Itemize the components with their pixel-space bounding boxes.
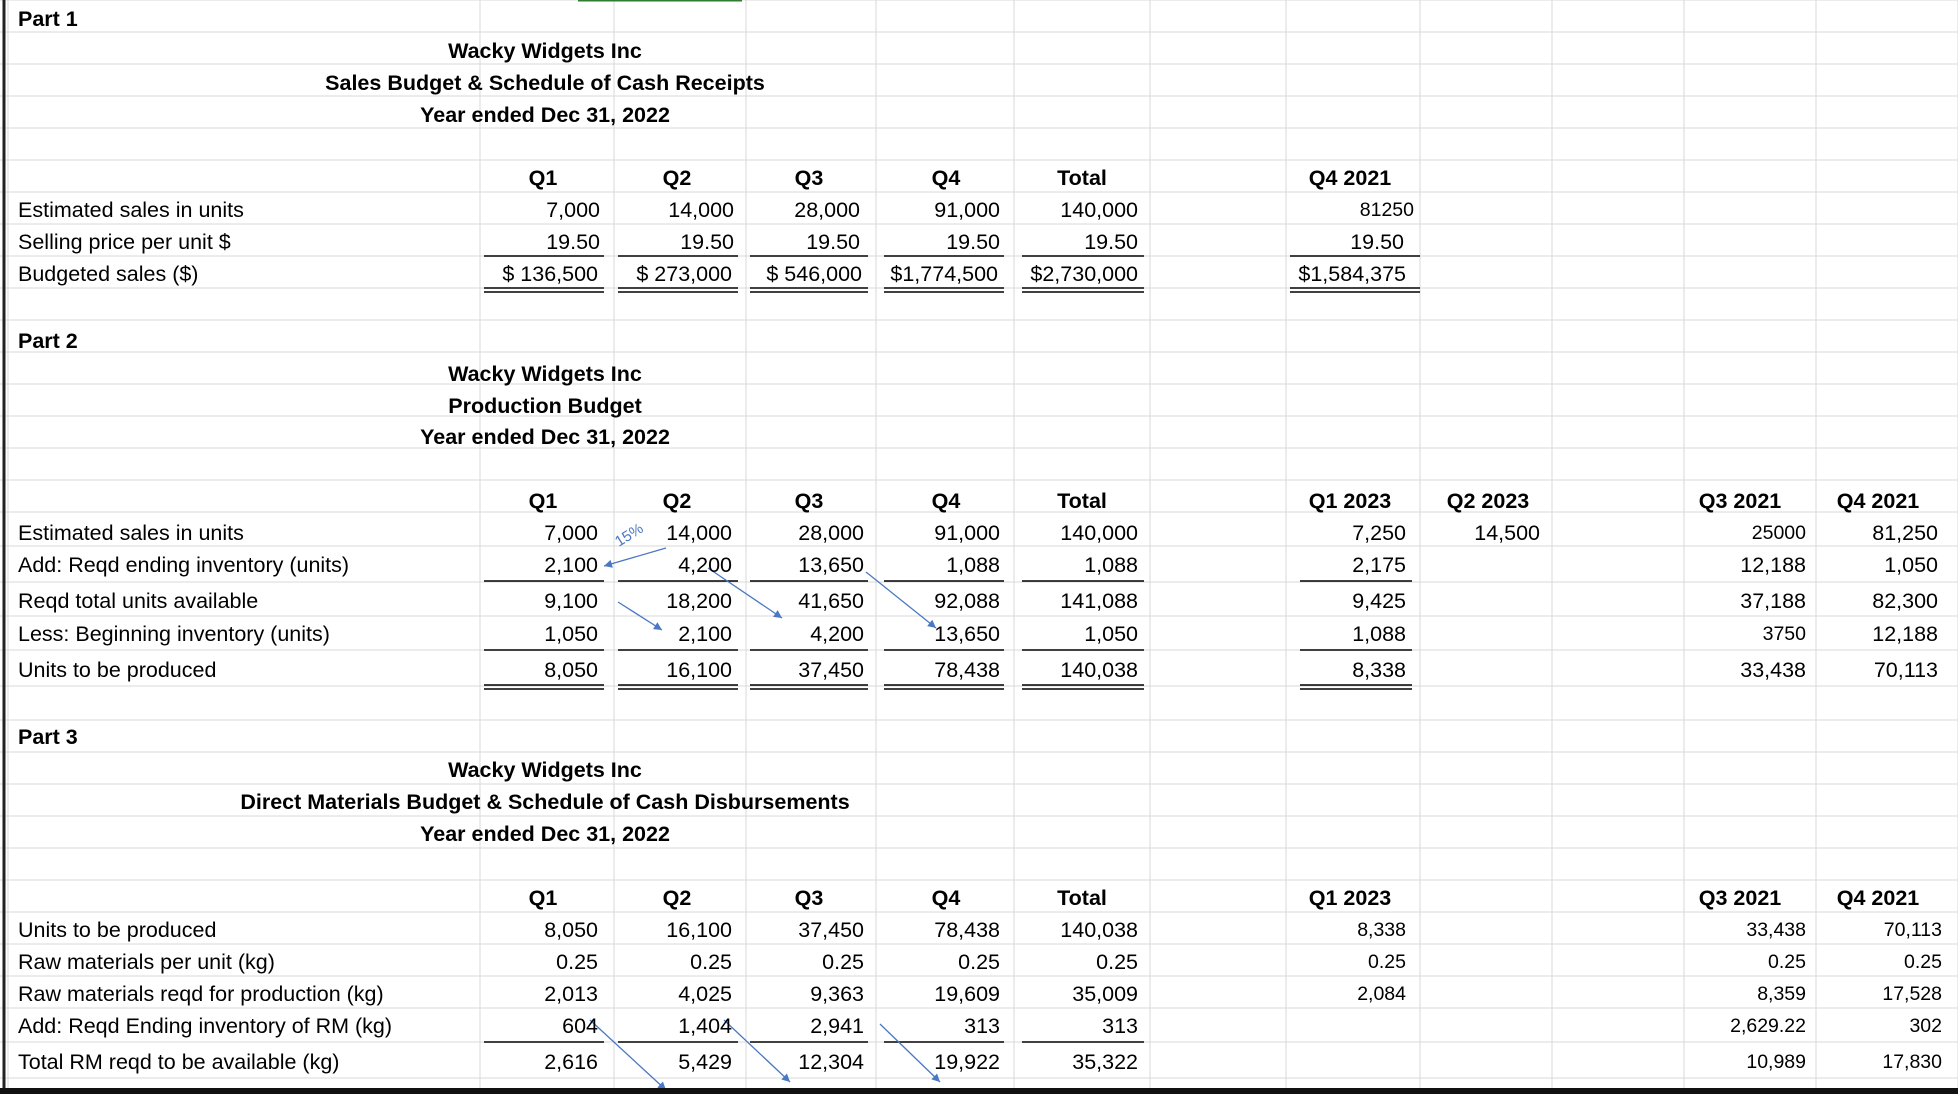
p3-cell[interactable]: 313 <box>1102 1014 1138 1038</box>
p1-cell[interactable]: $ 546,000 <box>766 262 862 286</box>
p2-cell[interactable]: 78,438 <box>934 658 1000 682</box>
p2-cell[interactable]: 141,088 <box>1060 589 1138 613</box>
p3-cell-q4-2021[interactable]: 70,113 <box>1883 919 1942 941</box>
p3-header-q2[interactable]: Q2 <box>662 886 692 910</box>
part1-label[interactable]: Part 1 <box>18 7 78 31</box>
p3-cell[interactable]: 0.25 <box>822 950 864 974</box>
p2-cell[interactable]: 92,088 <box>934 589 1000 613</box>
p2-cell[interactable]: 28,000 <box>798 521 864 545</box>
p2-header-q4-2021[interactable]: Q4 2021 <box>1836 489 1920 513</box>
p2-cell[interactable]: 7,000 <box>544 521 598 545</box>
p1-cell[interactable]: 28,000 <box>794 198 860 222</box>
p1-cell[interactable]: 91,000 <box>934 198 1000 222</box>
p3-header-q1[interactable]: Q1 <box>528 886 558 910</box>
p3-cell[interactable]: 0.25 <box>690 950 732 974</box>
p3-row-label[interactable]: Raw materials per unit (kg) <box>18 950 275 974</box>
part2-label[interactable]: Part 2 <box>18 329 78 353</box>
part1-title[interactable]: Wacky Widgets Inc <box>448 39 642 63</box>
p3-cell[interactable]: 12,304 <box>798 1050 864 1074</box>
p3-header-q3[interactable]: Q3 <box>794 886 824 910</box>
percent-annotation: 15% <box>612 520 647 551</box>
p2-cell[interactable]: 13,650 <box>934 622 1000 646</box>
p3-cell[interactable]: 37,450 <box>798 918 864 942</box>
p2-cell[interactable]: 1,088 <box>946 553 1000 577</box>
p1-cell[interactable]: $1,774,500 <box>890 262 998 286</box>
p3-cell[interactable]: 604 <box>562 1014 598 1038</box>
p2-cell[interactable]: 140,000 <box>1060 521 1138 545</box>
p2-row-label[interactable]: Reqd total units available <box>18 589 259 613</box>
p3-cell-q3-2021[interactable]: 8,359 <box>1757 983 1806 1005</box>
p3-cell[interactable]: 8,050 <box>544 918 598 942</box>
p2-cell-q4-2021[interactable]: 1,050 <box>1884 553 1938 577</box>
p1-cell-q4-2021[interactable]: $1,584,375 <box>1298 262 1406 286</box>
p3-row-label[interactable]: Raw materials reqd for production (kg) <box>18 982 384 1006</box>
p1-cell[interactable]: $ 136,500 <box>502 262 598 286</box>
p2-cell[interactable]: 1,088 <box>1084 553 1138 577</box>
p3-cell-q3-2021[interactable]: 2,629.22 <box>1730 1015 1806 1037</box>
p2-cell[interactable]: 4,200 <box>810 622 864 646</box>
p3-cell[interactable]: 2,013 <box>544 982 598 1006</box>
part2-subtitle[interactable]: Production Budget <box>448 394 642 418</box>
p1-header-total[interactable]: Total <box>1057 166 1107 190</box>
p1-cell[interactable]: 14,000 <box>668 198 734 222</box>
p1-cell[interactable]: 19.50 <box>946 230 1000 254</box>
p2-cell[interactable]: 41,650 <box>798 589 864 613</box>
p3-cell-q3-2021[interactable]: 10,989 <box>1746 1051 1806 1073</box>
p1-cell-q4-2021[interactable]: 19.50 <box>1350 230 1404 254</box>
p3-header-q1-2023[interactable]: Q1 2023 <box>1308 886 1392 910</box>
p3-cell[interactable]: 16,100 <box>666 918 732 942</box>
p2-cell-q1-2023[interactable]: 2,175 <box>1352 553 1406 577</box>
p2-cell-q1-2023[interactable]: 7,250 <box>1352 521 1406 545</box>
p2-header-q4[interactable]: Q4 <box>931 489 961 513</box>
p3-row-label[interactable]: Add: Reqd Ending inventory of RM (kg) <box>18 1014 393 1038</box>
p1-cell-q4-2021[interactable]: 81250 <box>1359 199 1414 221</box>
p3-row-label[interactable]: Units to be produced <box>18 918 217 942</box>
p2-header-q2-2023[interactable]: Q2 2023 <box>1446 489 1530 513</box>
p1-cell[interactable]: 19.50 <box>1084 230 1138 254</box>
p2-row-label[interactable]: Less: Beginning inventory (units) <box>18 622 330 646</box>
p2-cell[interactable]: 2,100 <box>544 553 598 577</box>
p2-cell-q1-2023[interactable]: 1,088 <box>1352 622 1406 646</box>
p3-cell[interactable]: 4,025 <box>678 982 732 1006</box>
part1-period[interactable]: Year ended Dec 31, 2022 <box>420 103 670 127</box>
p2-cell[interactable]: 8,050 <box>544 658 598 682</box>
p2-cell-q2-2023[interactable]: 14,500 <box>1474 521 1540 545</box>
p3-cell-q3-2021[interactable]: 0.25 <box>1768 951 1806 973</box>
p3-cell-q4-2021[interactable]: 17,528 <box>1882 983 1942 1005</box>
p3-cell[interactable]: 313 <box>964 1014 1000 1038</box>
p2-cell-q3-2021[interactable]: 25000 <box>1751 522 1806 544</box>
p3-cell[interactable]: 0.25 <box>958 950 1000 974</box>
p1-row-label[interactable]: Budgeted sales ($) <box>18 262 199 286</box>
p1-header-q4[interactable]: Q4 <box>931 166 961 190</box>
p2-cell-q1-2023[interactable]: 9,425 <box>1352 589 1406 613</box>
p2-cell[interactable]: 1,050 <box>544 622 598 646</box>
p1-cell[interactable]: 19.50 <box>546 230 600 254</box>
p2-cell-q4-2021[interactable]: 81,250 <box>1872 521 1938 545</box>
p2-cell-q1-2023[interactable]: 8,338 <box>1352 658 1406 682</box>
p2-cell[interactable]: 1,050 <box>1084 622 1138 646</box>
p2-cell[interactable]: 13,650 <box>798 553 864 577</box>
part3-period[interactable]: Year ended Dec 31, 2022 <box>420 822 670 846</box>
p1-header-q2[interactable]: Q2 <box>662 166 692 190</box>
p3-cell-q3-2021[interactable]: 33,438 <box>1746 919 1806 941</box>
p2-cell-q3-2021[interactable]: 3750 <box>1762 623 1806 645</box>
p2-cell-q3-2021[interactable]: 33,438 <box>1740 658 1806 682</box>
p3-cell[interactable]: 0.25 <box>556 950 598 974</box>
p3-cell[interactable]: 19,922 <box>934 1050 1000 1074</box>
p2-header-q3[interactable]: Q3 <box>794 489 824 513</box>
p2-header-q1[interactable]: Q1 <box>528 489 558 513</box>
p2-cell[interactable]: 140,038 <box>1060 658 1138 682</box>
p2-cell-q3-2021[interactable]: 12,188 <box>1740 553 1806 577</box>
part2-title[interactable]: Wacky Widgets Inc <box>448 362 642 386</box>
p2-header-q1-2023[interactable]: Q1 2023 <box>1308 489 1392 513</box>
p3-cell[interactable]: 35,009 <box>1072 982 1138 1006</box>
p3-row-label[interactable]: Total RM reqd to be available (kg) <box>18 1050 340 1074</box>
p3-header-q4-2021[interactable]: Q4 2021 <box>1836 886 1920 910</box>
p1-cell[interactable]: $ 273,000 <box>636 262 732 286</box>
p3-cell[interactable]: 2,941 <box>810 1014 864 1038</box>
p2-cell[interactable]: 18,200 <box>666 589 732 613</box>
p3-cell-q1-2023[interactable]: 8,338 <box>1357 919 1406 941</box>
p3-header-q3-2021[interactable]: Q3 2021 <box>1698 886 1782 910</box>
p3-cell[interactable]: 2,616 <box>544 1050 598 1074</box>
p2-cell-q3-2021[interactable]: 37,188 <box>1740 589 1806 613</box>
p2-cell[interactable]: 91,000 <box>934 521 1000 545</box>
p3-cell-q1-2023[interactable]: 2,084 <box>1357 983 1406 1005</box>
p2-row-label[interactable]: Units to be produced <box>18 658 217 682</box>
part1-subtitle[interactable]: Sales Budget & Schedule of Cash Receipts <box>325 71 765 95</box>
p2-cell[interactable]: 14,000 <box>666 521 732 545</box>
p1-cell[interactable]: 19.50 <box>806 230 860 254</box>
ending-inventory-arrow-head <box>604 560 613 568</box>
p1-cell[interactable]: 140,000 <box>1060 198 1138 222</box>
p3-cell[interactable]: 78,438 <box>934 918 1000 942</box>
p3-header-q4[interactable]: Q4 <box>931 886 961 910</box>
p2-row-label[interactable]: Estimated sales in units <box>18 521 244 545</box>
p2-cell-q4-2021[interactable]: 12,188 <box>1872 622 1938 646</box>
p1-header-q1[interactable]: Q1 <box>528 166 558 190</box>
p2-header-total[interactable]: Total <box>1057 489 1107 513</box>
p2-cell[interactable]: 37,450 <box>798 658 864 682</box>
p2-cell[interactable]: 2,100 <box>678 622 732 646</box>
p2-cell[interactable]: 9,100 <box>544 589 598 613</box>
part3-subtitle[interactable]: Direct Materials Budget & Schedule of Cash Disbursements <box>240 790 850 814</box>
p1-cell[interactable]: $2,730,000 <box>1030 262 1138 286</box>
p3-cell[interactable]: 1,404 <box>678 1014 732 1038</box>
p3-cell-q4-2021[interactable]: 0.25 <box>1904 951 1942 973</box>
p1-row-label[interactable]: Estimated sales in units <box>18 198 244 222</box>
part2-period[interactable]: Year ended Dec 31, 2022 <box>420 425 670 449</box>
p2-cell-q4-2021[interactable]: 82,300 <box>1872 589 1938 613</box>
part3-label[interactable]: Part 3 <box>18 725 78 749</box>
p1-cell[interactable]: 7,000 <box>546 198 600 222</box>
p3-cell-q4-2021[interactable]: 302 <box>1909 1015 1942 1037</box>
p1-row-label[interactable]: Selling price per unit $ <box>18 230 231 254</box>
p3-header-total[interactable]: Total <box>1057 886 1107 910</box>
p2-cell[interactable]: 4,200 <box>678 553 732 577</box>
part3-title[interactable]: Wacky Widgets Inc <box>448 758 642 782</box>
p3-cell[interactable]: 35,322 <box>1072 1050 1138 1074</box>
p1-header-q4-2021[interactable]: Q4 2021 <box>1308 166 1392 190</box>
p3-cell[interactable]: 140,038 <box>1060 918 1138 942</box>
p2-cell[interactable]: 16,100 <box>666 658 732 682</box>
p3-cell-q1-2023[interactable]: 0.25 <box>1368 951 1406 973</box>
p3-cell[interactable]: 5,429 <box>678 1050 732 1074</box>
p1-cell[interactable]: 19.50 <box>680 230 734 254</box>
window-bottom-edge <box>0 1088 1958 1094</box>
p3-cell[interactable]: 19,609 <box>934 982 1000 1006</box>
p2-header-q3-2021[interactable]: Q3 2021 <box>1698 489 1782 513</box>
p1-header-q3[interactable]: Q3 <box>794 166 824 190</box>
p2-header-q2[interactable]: Q2 <box>662 489 692 513</box>
p2-row-label[interactable]: Add: Reqd ending inventory (units) <box>18 553 350 577</box>
p3-cell[interactable]: 9,363 <box>810 982 864 1006</box>
p3-cell[interactable]: 0.25 <box>1096 950 1138 974</box>
p2-cell-q4-2021[interactable]: 70,113 <box>1873 658 1938 682</box>
p3-cell-q4-2021[interactable]: 17,830 <box>1882 1051 1942 1073</box>
